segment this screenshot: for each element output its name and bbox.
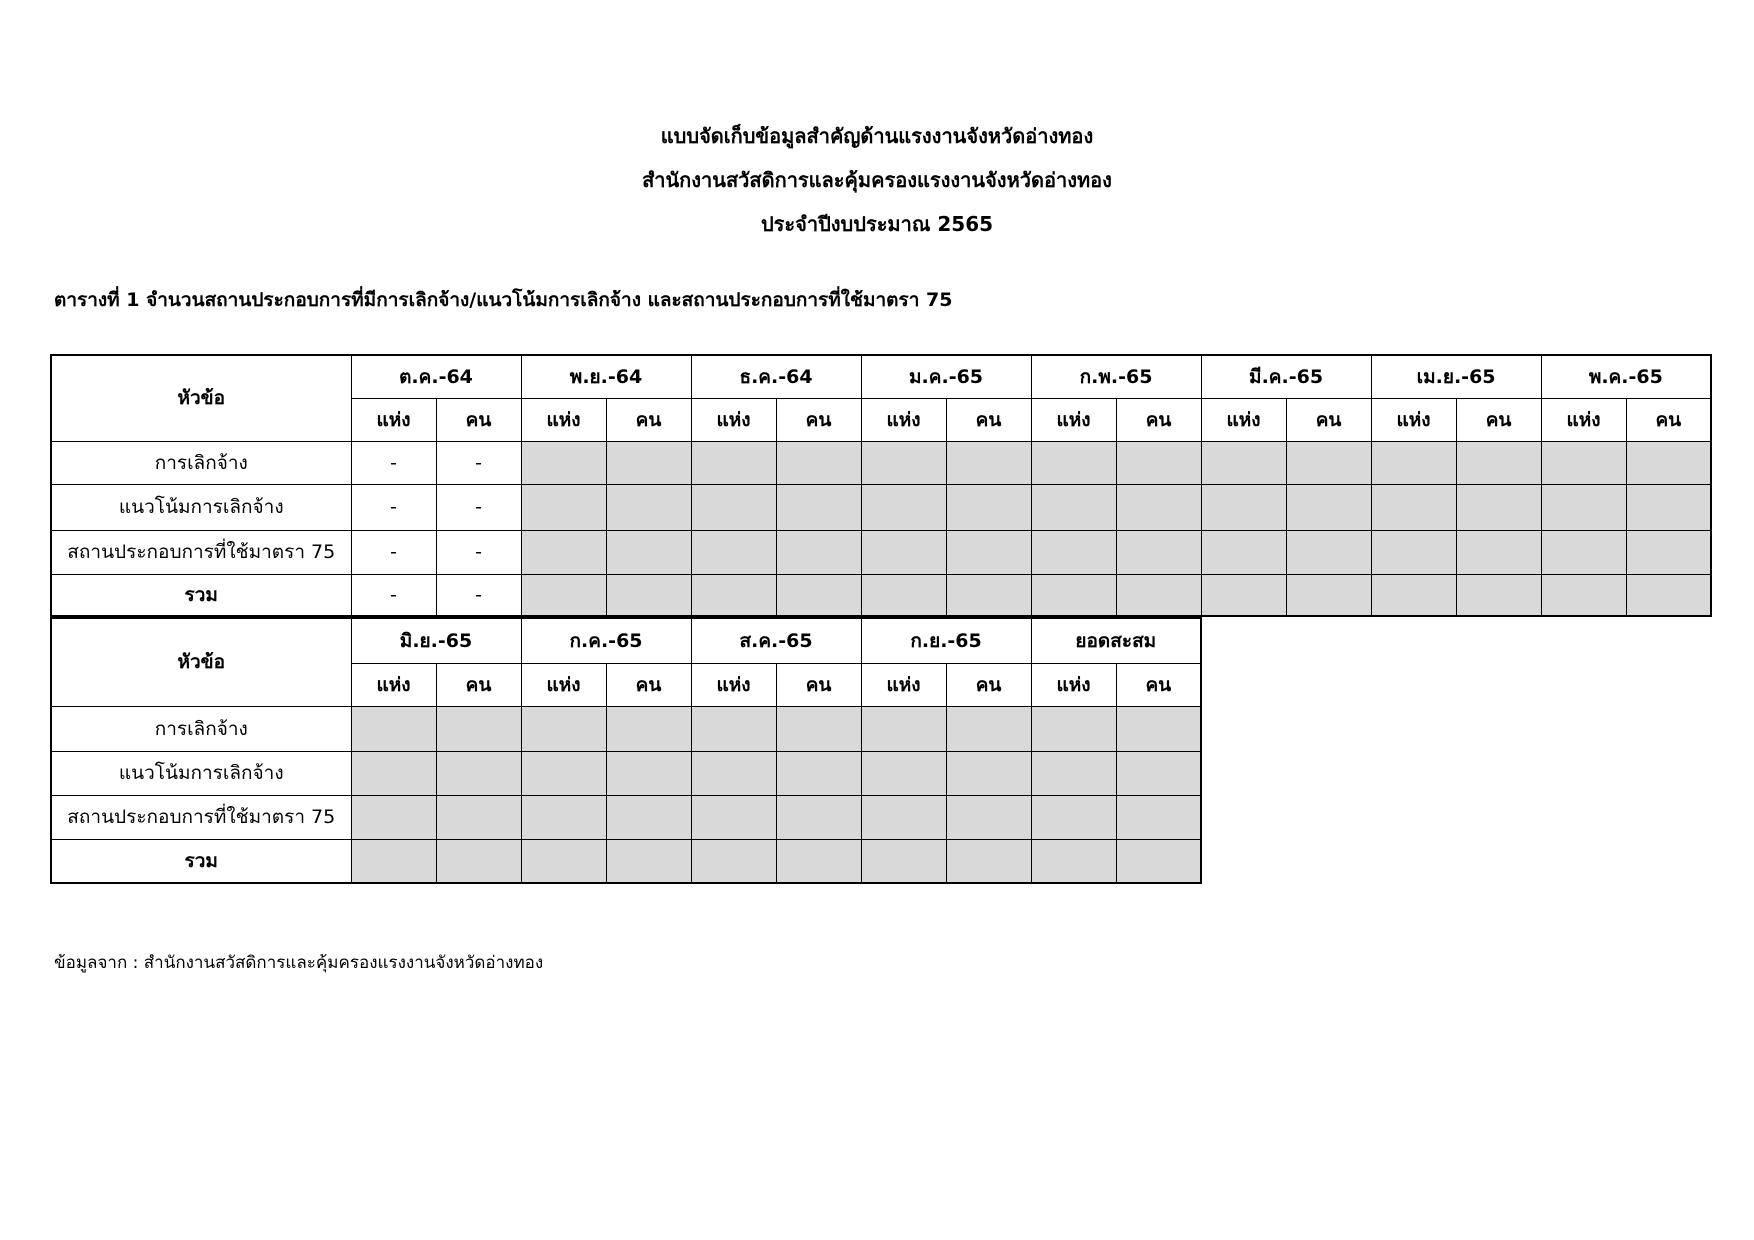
table-caption: ตารางที่ 1 จำนวนสถานประกอบการที่มีการเลิกจ้าง/แนวโน้มการเลิกจ้าง และสถานประกอบการที่ใช้มาตรา 75	[54, 289, 953, 311]
empty-cell	[351, 795, 436, 839]
empty-cell	[776, 530, 861, 574]
cell-value: -	[351, 530, 436, 574]
empty-cell	[1201, 441, 1286, 484]
month-header: ม.ค.-65	[861, 355, 1031, 398]
empty-cell	[1116, 530, 1201, 574]
empty-cell	[861, 839, 946, 883]
month-header: ก.ย.-65	[861, 618, 1031, 663]
empty-cell	[521, 706, 606, 751]
empty-cell	[1031, 751, 1116, 795]
layoff-table-part-1	[50, 354, 1712, 617]
empty-cell	[1031, 706, 1116, 751]
empty-cell	[1116, 574, 1201, 616]
empty-cell	[521, 751, 606, 795]
layoff-table-part-2	[50, 617, 1202, 884]
empty-cell	[606, 795, 691, 839]
sub-header-people: คน	[606, 398, 691, 441]
office-name: สำนักงานสวัสดิการและคุ้มครองแรงงานจังหวัดอ่างทอง	[642, 168, 1112, 192]
sub-header-place: แห่ง	[691, 398, 776, 441]
table-row	[51, 441, 1711, 484]
sub-header-people: คน	[1456, 398, 1541, 441]
empty-cell	[1201, 484, 1286, 530]
sub-header-place: แห่ง	[351, 663, 436, 706]
sub-header-people: คน	[1626, 398, 1711, 441]
empty-cell	[1201, 530, 1286, 574]
row-label: การเลิกจ้าง	[51, 441, 351, 484]
empty-cell	[861, 751, 946, 795]
empty-cell	[861, 706, 946, 751]
empty-cell	[1116, 751, 1201, 795]
month-header: มี.ค.-65	[1201, 355, 1371, 398]
empty-cell	[1031, 484, 1116, 530]
empty-cell	[1626, 484, 1711, 530]
month-header: พ.ค.-65	[1541, 355, 1711, 398]
empty-cell	[436, 839, 521, 883]
empty-cell	[606, 484, 691, 530]
sub-header-people: คน	[776, 398, 861, 441]
sub-header-people: คน	[946, 398, 1031, 441]
cell-value: -	[436, 574, 521, 616]
table-row	[51, 484, 1711, 530]
empty-cell	[1456, 484, 1541, 530]
data-source-note: ข้อมูลจาก : สำนักงานสวัสดิการและคุ้มครองแรงงานจังหวัดอ่างทอง	[54, 953, 544, 973]
empty-cell	[1456, 441, 1541, 484]
row-label-total: รวม	[51, 839, 351, 883]
empty-cell	[861, 795, 946, 839]
empty-cell	[691, 574, 776, 616]
cell-value: -	[351, 441, 436, 484]
empty-cell	[521, 574, 606, 616]
sub-header-people: คน	[1116, 398, 1201, 441]
empty-cell	[1456, 574, 1541, 616]
cell-value: -	[351, 484, 436, 530]
empty-cell	[1541, 484, 1626, 530]
row-label: การเลิกจ้าง	[51, 706, 351, 751]
empty-cell	[1286, 530, 1371, 574]
cumulative-header: ยอดสะสม	[1031, 618, 1201, 663]
empty-cell	[1371, 484, 1456, 530]
empty-cell	[776, 795, 861, 839]
empty-cell	[1031, 795, 1116, 839]
empty-cell	[606, 441, 691, 484]
month-header: เม.ย.-65	[1371, 355, 1541, 398]
empty-cell	[1286, 574, 1371, 616]
empty-cell	[1201, 574, 1286, 616]
empty-cell	[691, 795, 776, 839]
empty-cell	[1286, 441, 1371, 484]
empty-cell	[521, 530, 606, 574]
sub-header-place: แห่ง	[691, 663, 776, 706]
sub-header-people: คน	[436, 398, 521, 441]
row-label: สถานประกอบการที่ใช้มาตรา 75	[51, 530, 351, 574]
sub-header-place: แห่ง	[1201, 398, 1286, 441]
sub-header-place: แห่ง	[1031, 398, 1116, 441]
empty-cell	[1626, 441, 1711, 484]
empty-cell	[691, 751, 776, 795]
empty-cell	[351, 706, 436, 751]
row-label: แนวโน้มการเลิกจ้าง	[51, 751, 351, 795]
empty-cell	[946, 839, 1031, 883]
empty-cell	[1116, 706, 1201, 751]
empty-cell	[776, 441, 861, 484]
month-header: ส.ค.-65	[691, 618, 861, 663]
sub-header-people: คน	[946, 663, 1031, 706]
empty-cell	[1626, 530, 1711, 574]
empty-cell	[1031, 574, 1116, 616]
empty-cell	[1456, 530, 1541, 574]
cell-value: -	[436, 530, 521, 574]
month-header: พ.ย.-64	[521, 355, 691, 398]
sub-header-people: คน	[436, 663, 521, 706]
empty-cell	[521, 839, 606, 883]
empty-cell	[1541, 574, 1626, 616]
empty-cell	[1116, 839, 1201, 883]
empty-cell	[946, 441, 1031, 484]
empty-cell	[691, 839, 776, 883]
empty-cell	[521, 484, 606, 530]
empty-cell	[691, 530, 776, 574]
empty-cell	[521, 795, 606, 839]
empty-cell	[946, 530, 1031, 574]
empty-cell	[606, 574, 691, 616]
row-label: สถานประกอบการที่ใช้มาตรา 75	[51, 795, 351, 839]
empty-cell	[776, 706, 861, 751]
table-row	[51, 574, 1711, 616]
cell-value: -	[436, 441, 521, 484]
empty-cell	[691, 441, 776, 484]
sub-header-place: แห่ง	[351, 398, 436, 441]
empty-cell	[1371, 530, 1456, 574]
empty-cell	[436, 751, 521, 795]
sub-header-place: แห่ง	[521, 398, 606, 441]
empty-cell	[1371, 441, 1456, 484]
empty-cell	[436, 706, 521, 751]
row-label: แนวโน้มการเลิกจ้าง	[51, 484, 351, 530]
empty-cell	[861, 574, 946, 616]
empty-cell	[351, 751, 436, 795]
empty-cell	[1031, 530, 1116, 574]
empty-cell	[1626, 574, 1711, 616]
table-row	[51, 839, 1201, 883]
empty-cell	[776, 839, 861, 883]
empty-cell	[861, 530, 946, 574]
empty-cell	[1116, 795, 1201, 839]
cell-value: -	[351, 574, 436, 616]
empty-cell	[776, 484, 861, 530]
empty-cell	[606, 706, 691, 751]
sub-header-place: แห่ง	[521, 663, 606, 706]
empty-cell	[1541, 441, 1626, 484]
month-header: ต.ค.-64	[351, 355, 521, 398]
sub-header-place: แห่ง	[1541, 398, 1626, 441]
empty-cell	[1371, 574, 1456, 616]
sub-header-place: แห่ง	[861, 663, 946, 706]
empty-cell	[946, 795, 1031, 839]
sub-header-people: คน	[776, 663, 861, 706]
sub-header-people: คน	[606, 663, 691, 706]
sub-header-place: แห่ง	[1371, 398, 1456, 441]
row-label-total: รวม	[51, 574, 351, 616]
document-title: แบบจัดเก็บข้อมูลสำคัญด้านแรงงานจังหวัดอ่างทอง	[660, 124, 1094, 148]
empty-cell	[861, 484, 946, 530]
empty-cell	[606, 839, 691, 883]
empty-cell	[1031, 441, 1116, 484]
month-header: มิ.ย.-65	[351, 618, 521, 663]
empty-cell	[946, 484, 1031, 530]
empty-cell	[861, 441, 946, 484]
empty-cell	[1116, 441, 1201, 484]
topic-header: หัวข้อ	[51, 618, 351, 706]
table-row	[51, 706, 1201, 751]
table-row	[51, 530, 1711, 574]
sub-header-people: คน	[1286, 398, 1371, 441]
empty-cell	[606, 751, 691, 795]
table-row	[51, 795, 1201, 839]
empty-cell	[776, 751, 861, 795]
empty-cell	[946, 706, 1031, 751]
table-row	[51, 751, 1201, 795]
empty-cell	[351, 839, 436, 883]
empty-cell	[1286, 484, 1371, 530]
sub-header-place: แห่ง	[861, 398, 946, 441]
empty-cell	[691, 484, 776, 530]
month-header: ก.ค.-65	[521, 618, 691, 663]
empty-cell	[1116, 484, 1201, 530]
fiscal-year: ประจำปีงบประมาณ 2565	[760, 212, 994, 236]
cell-value: -	[436, 484, 521, 530]
empty-cell	[606, 530, 691, 574]
empty-cell	[691, 706, 776, 751]
empty-cell	[436, 795, 521, 839]
empty-cell	[946, 574, 1031, 616]
sub-header-place: แห่ง	[1031, 663, 1116, 706]
empty-cell	[1031, 839, 1116, 883]
month-header: ธ.ค.-64	[691, 355, 861, 398]
empty-cell	[1541, 530, 1626, 574]
empty-cell	[946, 751, 1031, 795]
empty-cell	[776, 574, 861, 616]
month-header: ก.พ.-65	[1031, 355, 1201, 398]
topic-header: หัวข้อ	[51, 355, 351, 441]
empty-cell	[521, 441, 606, 484]
sub-header-people: คน	[1116, 663, 1201, 706]
